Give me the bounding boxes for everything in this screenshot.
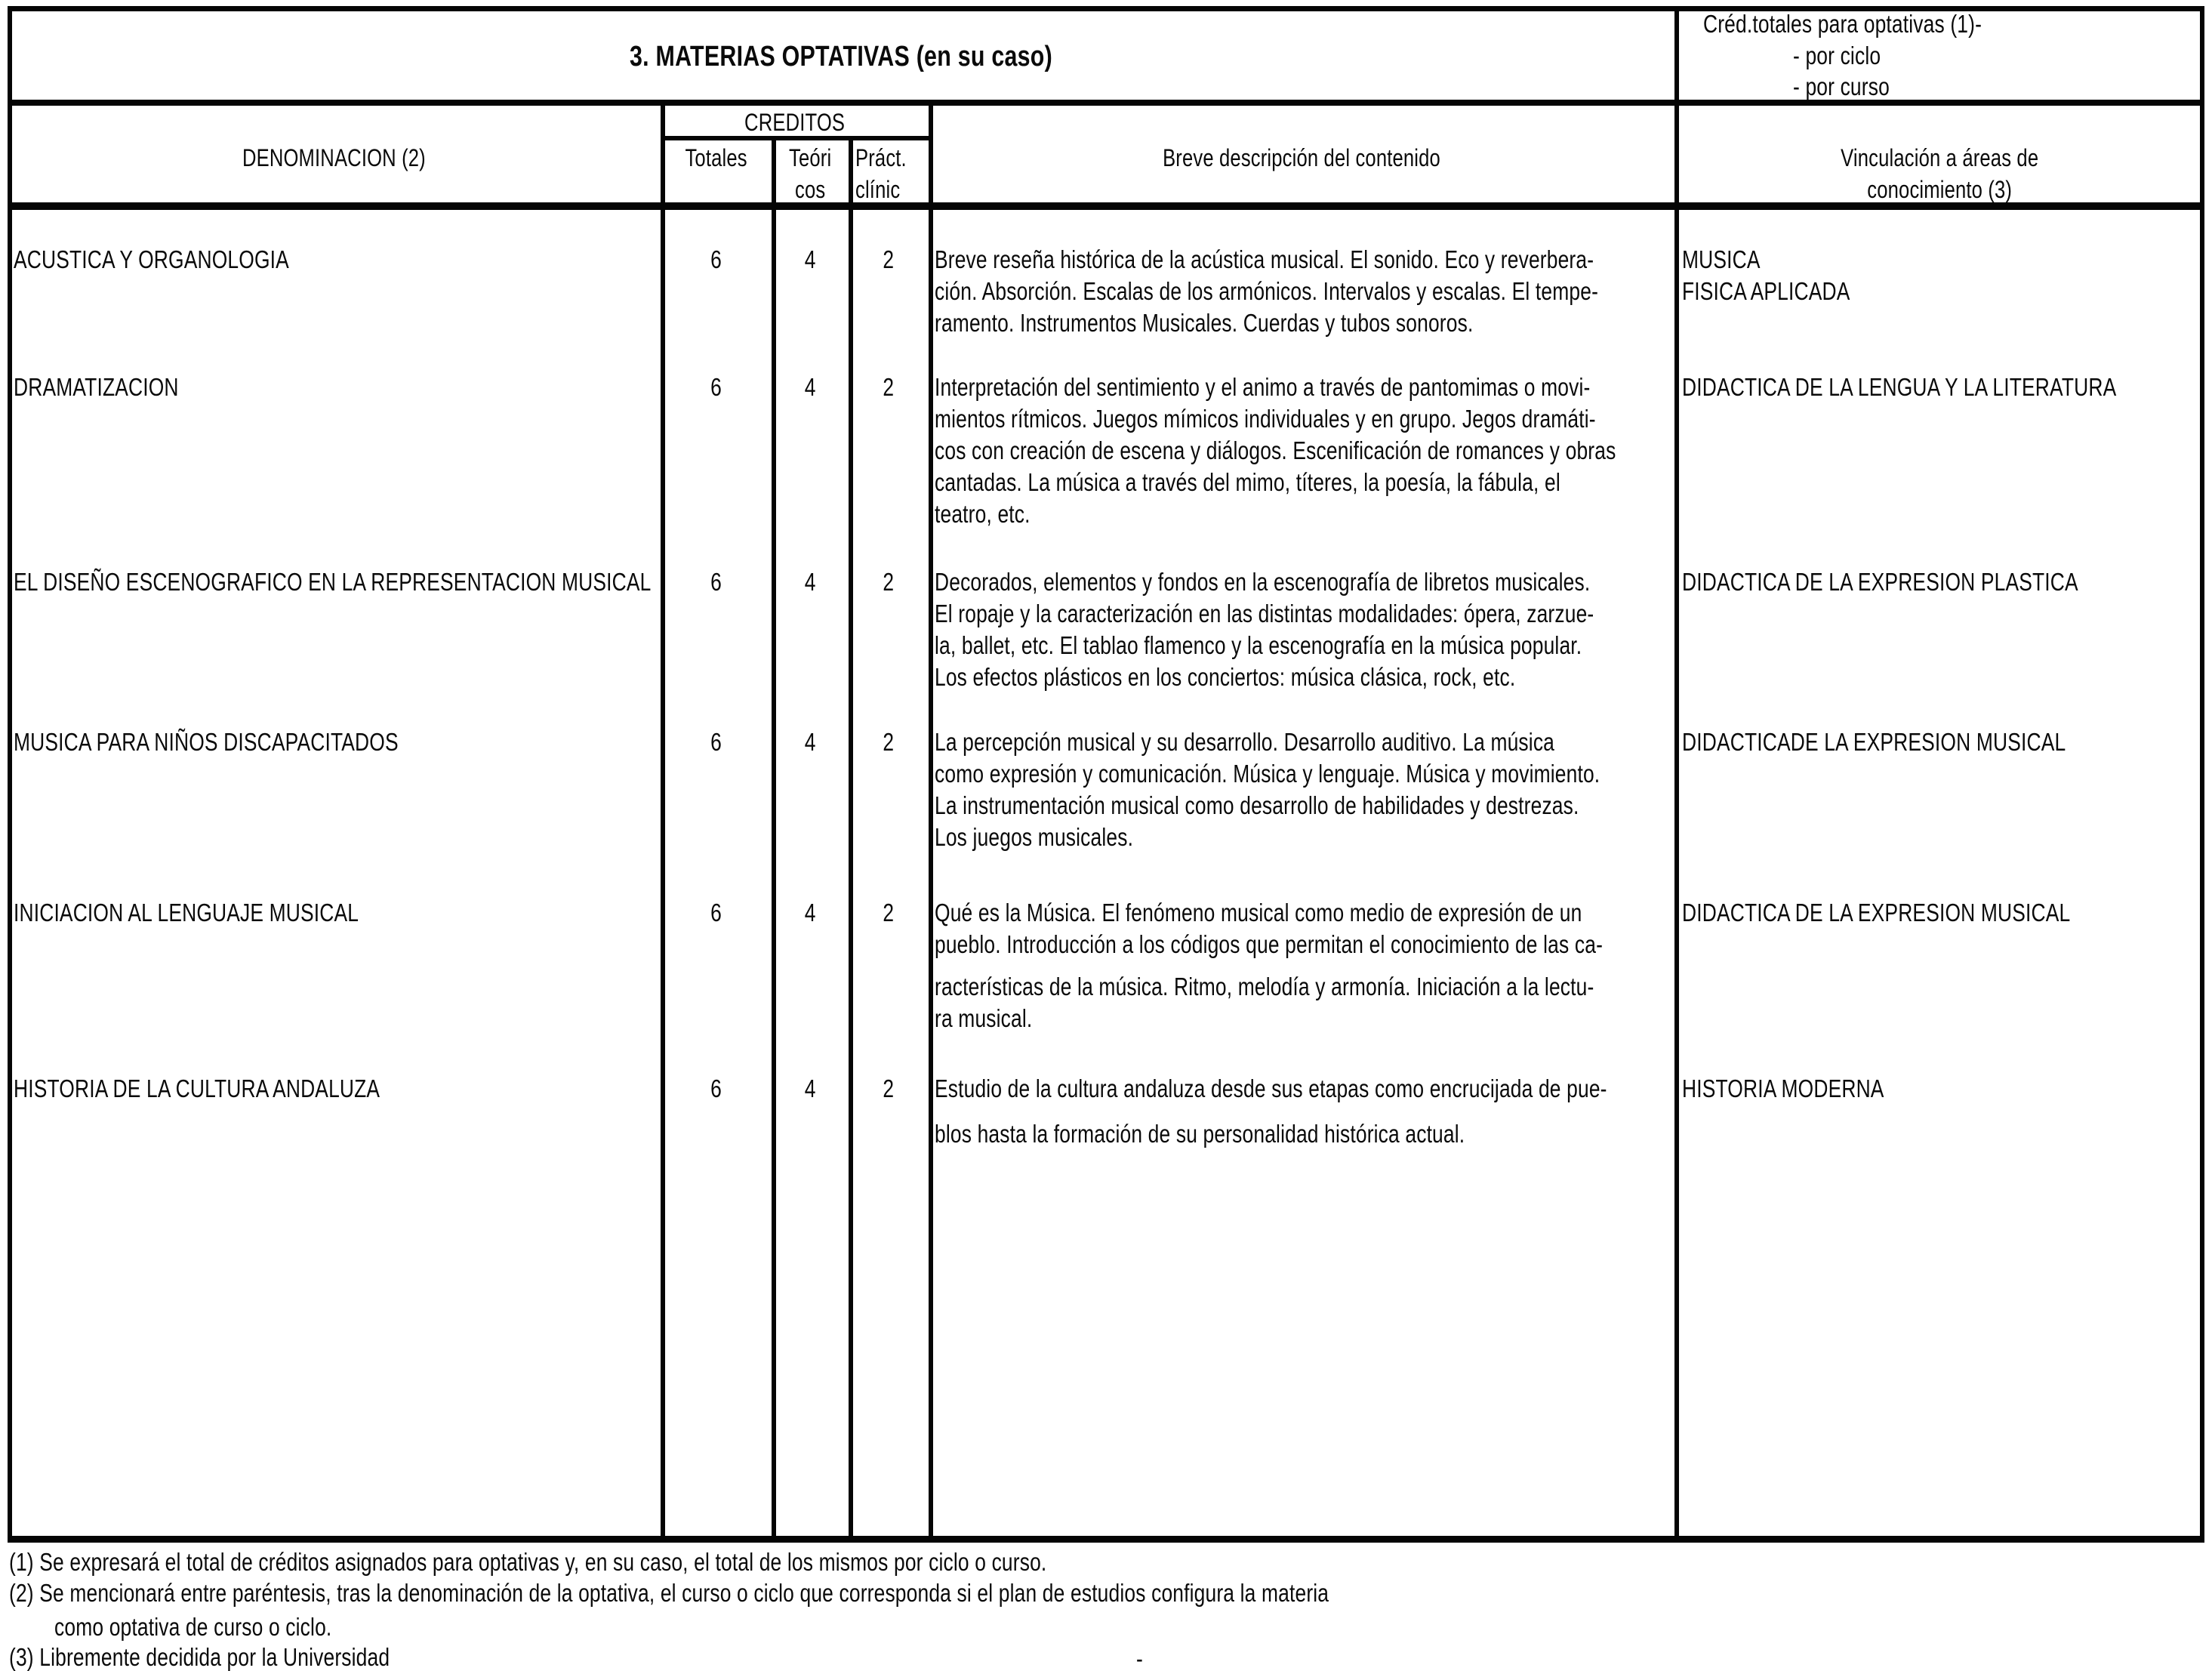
column-header-teoricos: [772, 142, 849, 205]
row-descripcion-line: Los juegos musicales.: [935, 823, 1134, 851]
row-creditos-practicos: 2: [883, 373, 895, 401]
column-header-creditos: CREDITOS: [744, 109, 846, 136]
row-descripcion-line: Los efectos plásticos en los conciertos: música clásica, rock, etc.: [935, 663, 1516, 691]
cred-totales-label: Créd.totales para optativas (1)-: [1703, 10, 1982, 38]
row-denominacion: DRAMATIZACION: [14, 373, 179, 401]
row-descripcion-line: El ropaje y la caracterización en las distintas modalidades: ópera, zarzue-: [935, 600, 1594, 627]
footnote-2: (2) Se mencionará entre paréntesis, tras la denominación de la optativa, el curso o ciclo que corresponda si el plan de estudios configura la materia: [9, 1579, 1329, 1607]
column-line-totales: [772, 136, 776, 1536]
row-descripcion-line: blos hasta la formación de su personalidad histórica actual.: [935, 1120, 1465, 1148]
table-border-bottom: [8, 1536, 2204, 1543]
row-descripcion-line: racterísticas de la música. Ritmo, melodía y armonía. Iniciación a la lectu-: [935, 973, 1594, 1000]
row-creditos-totales: 6: [710, 728, 722, 756]
table-border-right: [2200, 6, 2204, 1543]
row-creditos-totales: 6: [710, 899, 722, 926]
row-creditos-teoricos: 4: [804, 728, 816, 756]
footnote-1: (1) Se expresará el total de créditos asignados para optativas y, en su caso, el total de los mismos por ciclo o curso.: [9, 1548, 1047, 1576]
cred-por-ciclo-label: - por ciclo: [1793, 42, 1881, 69]
row-creditos-totales: 6: [710, 1074, 722, 1102]
row-descripcion-line: La instrumentación musical como desarrollo de habilidades y destrezas.: [935, 791, 1579, 819]
vinculacion-header-line-1: Vinculación a áreas de: [1841, 144, 2039, 171]
row-creditos-practicos: 2: [883, 245, 895, 273]
row-descripcion-line: ramento. Instrumentos Musicales. Cuerdas y tubos sonoros.: [935, 309, 1474, 337]
stray-dash-artifact: -: [1136, 1645, 1143, 1671]
row-descripcion-line: Decorados, elementos y fondos en la escenografía de libretos musicales.: [935, 568, 1591, 596]
row-descripcion-line: Breve reseña histórica de la acústica musical. El sonido. Eco y reverbera-: [935, 245, 1594, 273]
row-creditos-teoricos: 4: [804, 1074, 816, 1102]
row-descripcion-line: cantadas. La música a través del mimo, títeres, la poesía, la fábula, el: [935, 468, 1560, 496]
practicos-line-2: clínic: [855, 176, 901, 203]
cred-por-curso-label: - por curso: [1793, 72, 1890, 100]
row-creditos-practicos: 2: [883, 728, 895, 756]
column-header-denominacion: DENOMINACION (2): [242, 144, 426, 171]
row-descripcion-line: la, ballet, etc. El tablao flamenco y la escenografía en la música popular.: [935, 631, 1582, 659]
column-line-teoricos: [849, 136, 853, 1536]
row-denominacion: EL DISEÑO ESCENOGRAFICO EN LA REPRESENTACION MUSICAL: [14, 568, 652, 596]
row-vinculacion-line: DIDACTICA DE LA EXPRESION PLASTICA: [1682, 568, 2078, 596]
column-line-practicos: [929, 106, 933, 1536]
row-creditos-totales: 6: [710, 568, 722, 596]
column-line-denominacion: [661, 106, 665, 1536]
row-descripcion-line: Interpretación del sentimiento y el animo a través de pantomimas o movi-: [935, 373, 1591, 401]
column-line-vinculacion: [1674, 6, 1679, 1536]
row-descripcion-line: cos con creación de escena y diálogos. Escenificación de romances y obras: [935, 436, 1616, 464]
row-creditos-teoricos: 4: [804, 899, 816, 926]
row-vinculacion-line: FISICA APLICADA: [1682, 277, 1850, 305]
column-header-descripcion: Breve descripción del contenido: [1163, 144, 1440, 171]
row-creditos-totales: 6: [710, 245, 722, 273]
row-descripcion-line: La percepción musical y su desarrollo. Desarrollo auditivo. La música: [935, 728, 1555, 756]
row-creditos-teoricos: 4: [804, 373, 816, 401]
row-descripcion-line: ción. Absorción. Escalas de los armónicos. Intervalos y escalas. El tempe-: [935, 277, 1599, 305]
row-denominacion: ACUSTICA Y ORGANOLOGIA: [14, 245, 289, 273]
practicos-line-1: Práct.: [855, 144, 907, 171]
vinculacion-header-line-2: conocimiento (3): [1867, 176, 2013, 203]
column-header-vinculacion: [1674, 142, 2204, 205]
row-creditos-practicos: 2: [883, 899, 895, 926]
row-vinculacion-line: DIDACTICADE LA EXPRESION MUSICAL: [1682, 728, 2066, 756]
row-creditos-practicos: 2: [883, 568, 895, 596]
teoricos-line-2: cos: [795, 176, 826, 203]
row-denominacion: MUSICA PARA NIÑOS DISCAPACITADOS: [14, 728, 399, 756]
column-header-totales: Totales: [685, 144, 747, 171]
footnote-2-continuation: como optativa de curso o ciclo.: [54, 1613, 332, 1641]
teoricos-line-1: Teóri: [789, 144, 832, 171]
row-creditos-totales: 6: [710, 373, 722, 401]
row-denominacion: INICIACION AL LENGUAJE MUSICAL: [14, 899, 359, 926]
row-vinculacion-line: MUSICA: [1682, 245, 1761, 273]
row-descripcion-line: ra musical.: [935, 1004, 1033, 1032]
footnote-3: (3) Libremente decidida por la Universidad: [9, 1643, 390, 1671]
row-vinculacion-line: DIDACTICA DE LA LENGUA Y LA LITERATURA: [1682, 373, 2117, 401]
row-creditos-teoricos: 4: [804, 245, 816, 273]
row-descripcion-line: pueblo. Introducción a los códigos que permitan el conocimiento de las ca-: [935, 930, 1604, 958]
row-vinculacion-line: HISTORIA MODERNA: [1682, 1074, 1884, 1102]
row-denominacion: HISTORIA DE LA CULTURA ANDALUZA: [14, 1074, 380, 1102]
table-border-left: [8, 6, 12, 1543]
row-descripcion-line: teatro, etc.: [935, 500, 1031, 528]
row-vinculacion-line: DIDACTICA DE LA EXPRESION MUSICAL: [1682, 899, 2071, 926]
row-descripcion-line: como expresión y comunicación. Música y lenguaje. Música y movimiento.: [935, 760, 1600, 788]
row-descripcion-line: Estudio de la cultura andaluza desde sus etapas como encrucijada de pue-: [935, 1074, 1607, 1102]
row-creditos-practicos: 2: [883, 1074, 895, 1102]
section-title: 3. MATERIAS OPTATIVAS (en su caso): [630, 41, 1052, 72]
row-descripcion-line: mientos rítmicos. Juegos mímicos individuales y en grupo. Jegos dramáti-: [935, 405, 1596, 433]
row-descripcion-line: Qué es la Música. El fenómeno musical como medio de expresión de un: [935, 899, 1582, 926]
column-header-practicos: [855, 142, 907, 205]
row-creditos-teoricos: 4: [804, 568, 816, 596]
